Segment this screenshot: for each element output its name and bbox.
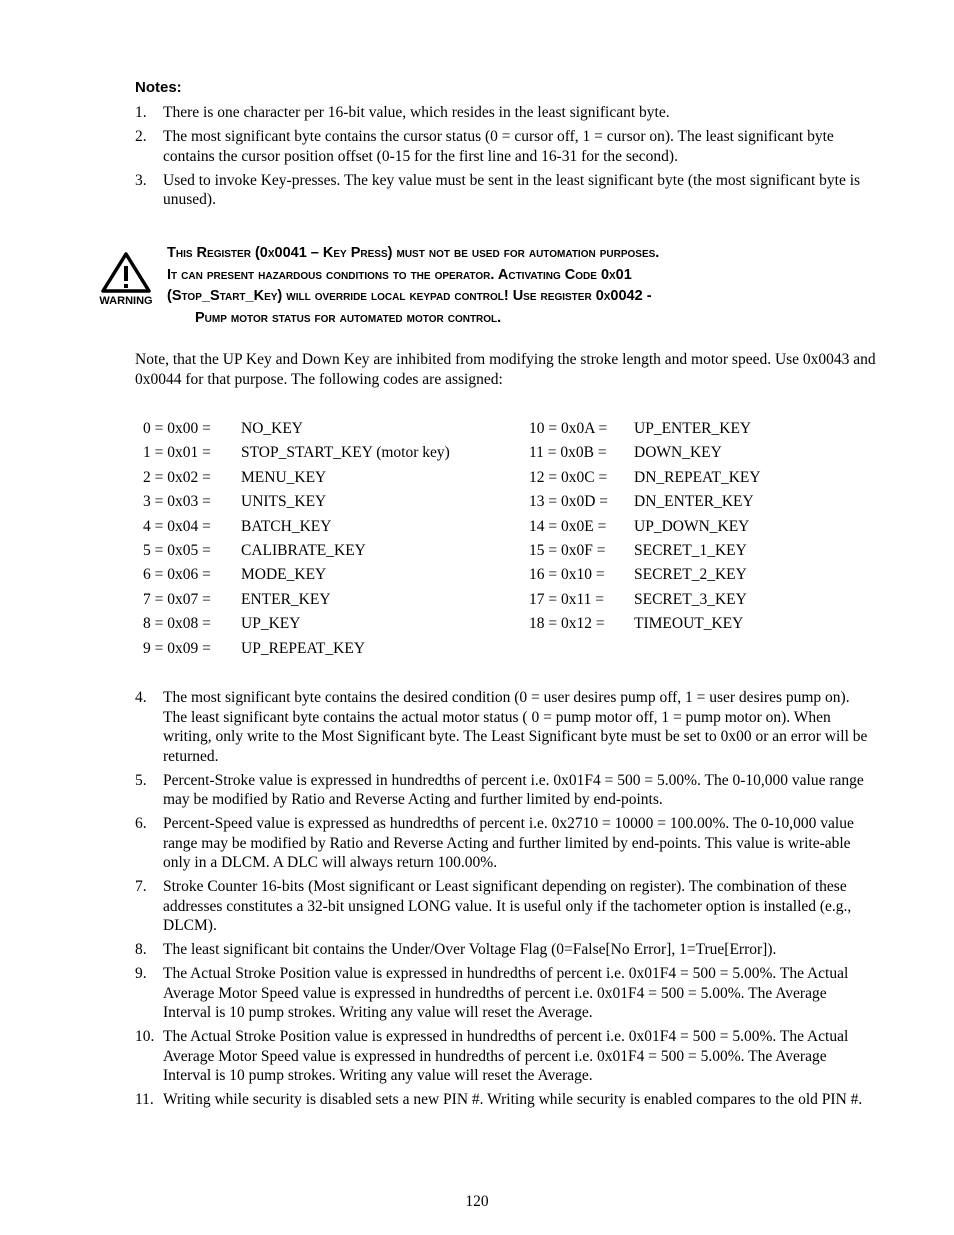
note-item	[135, 103, 875, 123]
key-code-row	[143, 588, 450, 612]
key-name: UP_KEY	[241, 615, 301, 633]
key-code: 8 = 0x08 =	[143, 615, 211, 633]
key-name: ENTER_KEY	[241, 590, 331, 608]
key-name: SECRET_2_KEY	[634, 566, 747, 584]
key-code: 6 = 0x06 =	[143, 566, 211, 584]
key-code-row	[529, 417, 761, 441]
note-text: The Actual Stroke Position value is expressed in hundredths of percent i.e. 0x01F4 = 500 = 5.00%. The Actual Average Motor Speed value is expressed in hundredths of percent i.e. 0x01F4 = 500 = 5.00%. The Average Interval is 10 pump strokes. Writing any value will reset the Average.	[163, 1028, 849, 1084]
key-name: MENU_KEY	[241, 468, 327, 486]
note-item	[135, 1027, 875, 1086]
note-item	[135, 1090, 875, 1110]
key-name: DN_REPEAT_KEY	[634, 468, 761, 486]
key-code-row	[529, 563, 761, 587]
warning-line: (Stop_Start_Key) will override local keypad control! Use register 0x0042 -	[167, 288, 652, 304]
key-code-row	[143, 441, 450, 465]
key-code: 10 = 0x0A =	[529, 420, 608, 437]
key-code: 3 = 0x03 =	[143, 493, 211, 511]
note-item	[135, 964, 875, 1023]
note-text: Percent-Stroke value is expressed in hundredths of percent i.e. 0x01F4 = 500 = 5.00%. The 0-10,000 value range may be modified by Ratio and Reverse Acting and further limited by end-points.	[163, 771, 864, 808]
key-name: CALIBRATE_KEY	[241, 541, 366, 559]
note-text: The Actual Stroke Position value is expressed in hundredths of percent i.e. 0x01F4 = 500 = 5.00%. The Actual Average Motor Speed value is expressed in hundredths of percent i.e. 0x01F4 = 500 = 5.00%. The Average Interval is 10 pump strokes. Writing any value will reset the Average.	[163, 965, 849, 1021]
note-number: 8.	[135, 941, 147, 958]
key-codes-left	[143, 417, 450, 661]
key-code: 17 = 0x11 =	[529, 590, 605, 608]
note-number: 4.	[135, 689, 147, 706]
note-text: There is one character per 16-bit value, which resides in the least significant byte.	[163, 104, 670, 121]
key-name: UP_REPEAT_KEY	[241, 639, 366, 657]
note-number: 7.	[135, 878, 147, 895]
note-text: The most significant byte contains the desired condition (0 = user desires pump off, 1 = user desires pump on). The least significant byte contains the actual motor status ( 0 = pump motor off, 1 = pump motor on). When writing, only write to the Most Significant byte. The Least Significant byte must be set to 0x00 or an error will be returned.	[163, 689, 868, 765]
key-code-row	[143, 539, 450, 563]
key-name: SECRET_3_KEY	[634, 590, 747, 608]
key-code-row	[529, 490, 761, 514]
warning-line: This Register (0x0041 – Key Press) must not be used for automation purposes.	[167, 245, 660, 261]
key-code: 14 = 0x0E =	[529, 517, 607, 535]
notes-list-top	[135, 103, 875, 214]
key-code-row	[529, 466, 761, 490]
key-code-row	[529, 588, 761, 612]
warning-triangle-icon	[97, 251, 155, 307]
note-text: Used to invoke Key-presses. The key value must be sent in the least significant byte (the most significant byte is unused).	[163, 171, 861, 208]
note-number: 6.	[135, 815, 147, 832]
key-name: SECRET_1_KEY	[634, 541, 747, 559]
note-item	[135, 171, 875, 210]
warning-line: Pump motor status for automated motor control.	[195, 309, 502, 326]
key-code-row	[529, 441, 761, 465]
key-code: 18 = 0x12 =	[529, 615, 605, 633]
key-code: 9 = 0x09 =	[143, 639, 211, 657]
key-code: 13 = 0x0D =	[529, 493, 609, 511]
key-code: 7 = 0x07 =	[143, 590, 211, 608]
key-code: 2 = 0x02 =	[143, 468, 211, 486]
note-item	[135, 940, 875, 960]
note-number: 3.	[135, 171, 147, 189]
page-number: 120	[465, 1193, 489, 1210]
note-number: 10.	[135, 1028, 155, 1045]
key-codes-right	[529, 417, 761, 637]
key-name: MODE_KEY	[241, 566, 327, 584]
key-name: BATCH_KEY	[241, 517, 332, 535]
key-code: 16 = 0x10 =	[529, 566, 605, 584]
warning-icon-label: WARNING	[99, 295, 153, 307]
note-text: Writing while security is disabled sets a new PIN #. Writing while security is enabled compares to the old PIN #.	[163, 1091, 863, 1108]
key-name: UP_DOWN_KEY	[634, 517, 750, 535]
key-code-row	[143, 515, 450, 539]
key-code: 15 = 0x0F =	[529, 541, 606, 559]
note-number: 9.	[135, 965, 147, 982]
note-item	[135, 877, 875, 936]
key-code: 4 = 0x04 =	[143, 517, 211, 535]
key-code: 5 = 0x05 =	[143, 541, 211, 559]
key-code: 11 = 0x0B =	[529, 444, 607, 462]
key-code-row	[143, 637, 450, 661]
key-code-row	[143, 417, 450, 441]
warning-text	[167, 243, 877, 329]
key-name: DN_ENTER_KEY	[634, 493, 754, 511]
key-code-row	[529, 515, 761, 539]
key-inhibit-note: Note, that the UP Key and Down Key are inhibited from modifying the stroke length and motor speed. Use 0x0043 and 0x0044 for that purpose. The following codes are assigned:	[135, 351, 876, 388]
note-number: 5.	[135, 771, 147, 789]
key-code-row	[529, 612, 761, 636]
key-name: STOP_START_KEY (motor key)	[241, 444, 450, 462]
key-code-row	[143, 466, 450, 490]
note-text: Percent-Speed value is expressed as hundredths of percent i.e. 0x2710 = 10000 = 100.00%. The 0-10,000 value range may be modified by Ratio and Reverse Acting and further limited by end-points. This value is write-able only in a DLCM. A DLC will always return 100.00%.	[163, 815, 854, 871]
key-name: NO_KEY	[241, 420, 303, 437]
key-code-row	[143, 612, 450, 636]
key-code-row	[143, 490, 450, 514]
notes-list-bottom	[135, 688, 875, 1114]
note-item	[135, 127, 875, 166]
key-name: UNITS_KEY	[241, 493, 327, 511]
note-text: Stroke Counter 16-bits (Most significant or Least significant depending on register). The combination of these addresses constitutes a 32-bit unsigned LONG value. It is useful only if the tachometer option is installed (e.g., DLCM).	[163, 878, 852, 934]
key-code: 1 = 0x01 =	[143, 444, 211, 462]
key-code-row	[143, 563, 450, 587]
key-name: TIMEOUT_KEY	[634, 615, 744, 633]
key-name: UP_ENTER_KEY	[634, 420, 752, 437]
note-item	[135, 814, 875, 873]
notes-heading: Notes:	[135, 79, 182, 96]
key-code: 0 = 0x00 =	[143, 420, 211, 437]
note-number: 11.	[135, 1091, 154, 1108]
note-text: The least significant bit contains the Under/Over Voltage Flag (0=False[No Error], 1=True[Error]).	[163, 941, 777, 958]
note-item	[135, 771, 875, 810]
note-number: 1.	[135, 104, 147, 121]
note-number: 2.	[135, 128, 147, 145]
note-item	[135, 688, 875, 766]
note-text: The most significant byte contains the cursor status (0 = cursor off, 1 = cursor on). The least significant byte contains the cursor position offset (0-15 for the first line and 16-31 for the second).	[163, 128, 834, 165]
key-code: 12 = 0x0C =	[529, 468, 608, 486]
key-code-row	[529, 539, 761, 563]
warning-line: It can present hazardous conditions to the operator. Activating Code 0x01	[167, 266, 632, 283]
key-name: DOWN_KEY	[634, 444, 722, 462]
warning-block	[97, 243, 887, 328]
